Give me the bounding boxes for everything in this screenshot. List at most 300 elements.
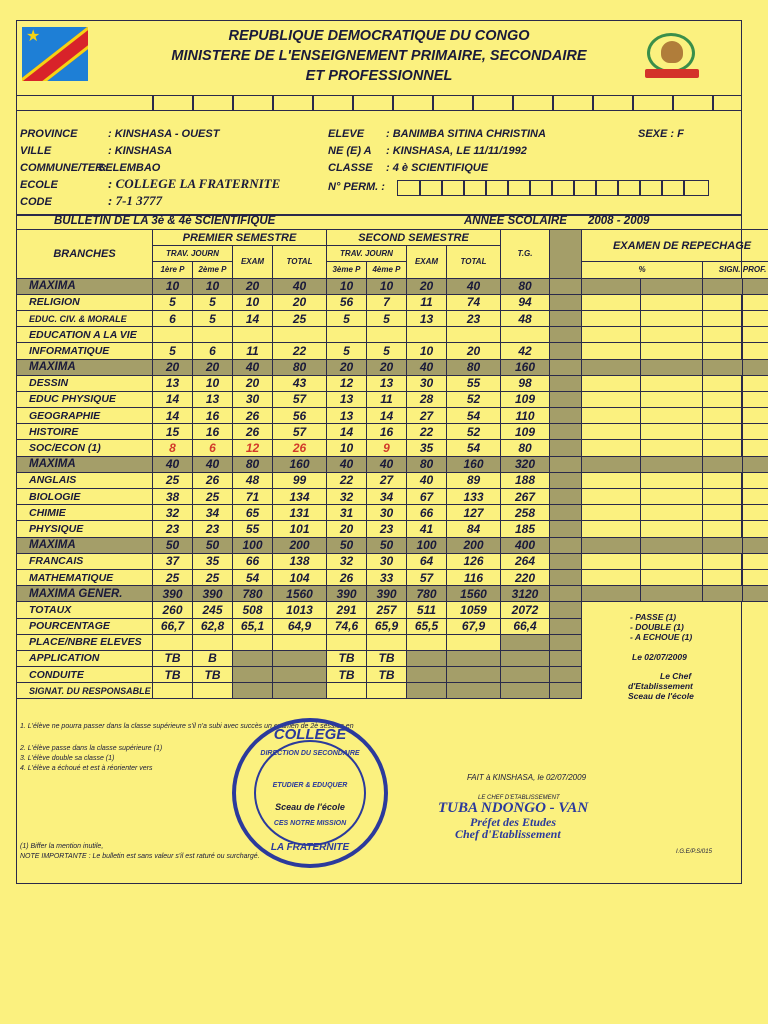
total-1-header: TOTAL	[273, 246, 327, 278]
branch-label: GEOGRAPHIE	[17, 408, 153, 424]
repechage-cell	[703, 424, 743, 440]
grade-cell: 5	[327, 310, 367, 326]
grade-cell: 43	[273, 375, 327, 391]
table-row	[17, 489, 768, 505]
classe-value: : 4 è SCIENTIFIQUE	[386, 162, 489, 174]
grade-cell: TB	[153, 667, 193, 683]
repechage-cell	[582, 537, 641, 553]
separator-cell	[550, 327, 582, 343]
grade-cell	[273, 683, 327, 699]
grade-cell: 264	[501, 553, 550, 569]
grade-cell	[273, 650, 327, 666]
grade-cell: 20	[233, 278, 273, 294]
repechage-cell	[703, 327, 743, 343]
pct-header: %	[582, 262, 703, 278]
branch-label: TOTAUX	[17, 602, 153, 618]
repechage-cell	[641, 424, 703, 440]
grade-cell: 131	[273, 505, 327, 521]
branch-label: FRANCAIS	[17, 553, 153, 569]
grade-cell: 126	[447, 553, 501, 569]
chef-etablissement-label: LE CHEF D'ETABLISSEMENT	[478, 795, 560, 801]
grade-cell: 40	[367, 456, 407, 472]
grade-cell: 41	[407, 521, 447, 537]
grade-cell: 30	[407, 375, 447, 391]
grade-cell: 13	[407, 310, 447, 326]
grade-cell: 260	[153, 602, 193, 618]
grade-cell: 67,9	[447, 618, 501, 634]
grade-cell: 50	[153, 537, 193, 553]
grade-cell	[327, 327, 367, 343]
repechage-cell	[743, 489, 768, 505]
grade-cell: 98	[501, 375, 550, 391]
grade-cell: 20	[153, 359, 193, 375]
grade-cell: 99	[273, 472, 327, 488]
table-row	[17, 408, 768, 424]
repechage-cell	[703, 278, 743, 294]
repechage-cell	[703, 634, 743, 650]
table-row	[17, 375, 768, 391]
grade-cell: 390	[193, 586, 233, 602]
repechage-cell	[703, 505, 743, 521]
separator-cell	[550, 359, 582, 375]
repechage-cell	[743, 294, 768, 310]
total-2-header: TOTAL	[447, 246, 501, 278]
branch-label: BIOLOGIE	[17, 489, 153, 505]
sexe-value: SEXE : F	[638, 128, 684, 140]
table-row	[17, 553, 768, 569]
period-3: 3ème P	[327, 262, 367, 278]
commune-label: COMMUNE/TER:	[20, 162, 107, 174]
grade-cell: 5	[367, 310, 407, 326]
repechage-header: EXAMEN DE REPECHAGE	[582, 230, 768, 262]
grade-cell: 23	[447, 310, 501, 326]
grade-cell: 11	[407, 294, 447, 310]
grade-cell: 23	[153, 521, 193, 537]
grade-cell: 20	[273, 294, 327, 310]
grade-cell: 62,8	[193, 618, 233, 634]
grade-cell	[447, 667, 501, 683]
repechage-cell	[641, 408, 703, 424]
grade-cell: 30	[233, 391, 273, 407]
grade-cell: 40	[233, 359, 273, 375]
separator-cell	[550, 408, 582, 424]
branch-label: EDUC PHYSIQUE	[17, 391, 153, 407]
sceau-label: Sceau de l'école	[628, 691, 694, 701]
repechage-cell	[703, 667, 743, 683]
grade-cell: 134	[273, 489, 327, 505]
grade-cell: 10	[327, 440, 367, 456]
separator-cell	[550, 634, 582, 650]
repechage-cell	[582, 310, 641, 326]
grade-cell: 20	[327, 521, 367, 537]
grade-cell: 390	[153, 586, 193, 602]
repechage-cell	[641, 569, 703, 585]
table-row	[17, 440, 768, 456]
grade-cell: 80	[233, 456, 273, 472]
grade-cell	[407, 327, 447, 343]
repechage-cell	[743, 310, 768, 326]
grade-cell: 40	[407, 472, 447, 488]
repechage-cell	[743, 440, 768, 456]
grade-cell: 390	[327, 586, 367, 602]
grade-cell: 34	[367, 489, 407, 505]
separator-cell	[550, 537, 582, 553]
grade-cell	[233, 327, 273, 343]
grade-cell: 30	[367, 505, 407, 521]
table-row	[17, 537, 768, 553]
grade-cell: 100	[407, 537, 447, 553]
grade-cell: 133	[447, 489, 501, 505]
exam-2-header: EXAM	[407, 246, 447, 278]
repechage-cell	[703, 489, 743, 505]
repechage-cell	[641, 472, 703, 488]
grade-cell: 66	[407, 505, 447, 521]
grade-cell: 52	[447, 424, 501, 440]
branch-label: INFORMATIQUE	[17, 343, 153, 359]
repechage-cell	[641, 456, 703, 472]
table-row	[17, 310, 768, 326]
repechage-cell	[703, 618, 743, 634]
separator-cell	[550, 294, 582, 310]
signature-line-3: Chef d'Etablissement	[455, 827, 561, 841]
eleve-label: ELEVE	[328, 128, 365, 140]
grade-cell: 104	[273, 569, 327, 585]
grade-cell: 291	[327, 602, 367, 618]
period-2: 2ème P	[193, 262, 233, 278]
table-row	[17, 505, 768, 521]
grade-cell: 16	[193, 424, 233, 440]
grade-cell: 14	[327, 424, 367, 440]
branch-label: PLACE/NBRE ELEVES	[17, 634, 153, 650]
grade-cell: 110	[501, 408, 550, 424]
repechage-cell	[641, 505, 703, 521]
grade-cell: 13	[153, 375, 193, 391]
grade-cell: 5	[193, 310, 233, 326]
grade-cell: 57	[273, 391, 327, 407]
eleve-value: : BANIMBA SITINA CHRISTINA	[386, 128, 546, 140]
branch-label: POURCENTAGE	[17, 618, 153, 634]
grade-cell: 5	[327, 343, 367, 359]
grade-cell	[153, 683, 193, 699]
grade-cell: 20	[233, 375, 273, 391]
ne-label: NE (E) A	[328, 145, 372, 157]
grade-cell: 27	[367, 472, 407, 488]
stamp-ring-text: DIRECTION DU SECONDAIRE	[260, 750, 360, 757]
document-header	[16, 20, 742, 95]
important-note: NOTE IMPORTANTE : Le bulletin est sans valeur s'il est raturé ou surchargé.	[20, 853, 260, 860]
header-line-1: REPUBLIQUE DEMOCRATIQUE DU CONGO	[228, 28, 530, 44]
grade-cell: B	[193, 650, 233, 666]
table-row	[17, 391, 768, 407]
grade-cell: 22	[327, 472, 367, 488]
repechage-cell	[641, 327, 703, 343]
repechage-cell	[703, 391, 743, 407]
grade-cell	[367, 327, 407, 343]
repechage-cell	[703, 602, 743, 618]
table-row	[17, 278, 768, 294]
separator-cell	[550, 602, 582, 618]
grade-cell: 50	[327, 537, 367, 553]
grade-cell: 109	[501, 391, 550, 407]
period-4: 4ème P	[367, 262, 407, 278]
repechage-cell	[703, 440, 743, 456]
grade-cell: 3120	[501, 586, 550, 602]
grade-cell: 20	[407, 278, 447, 294]
repechage-cell	[641, 310, 703, 326]
grade-cell: 48	[233, 472, 273, 488]
repechage-cell	[703, 537, 743, 553]
sem2-header: SECOND SEMESTRE	[327, 230, 501, 246]
grade-cell: 25	[193, 489, 233, 505]
stamp-inner-text-1: Sceau de l'école	[275, 802, 345, 812]
repechage-cell	[703, 310, 743, 326]
grade-cell: 94	[501, 294, 550, 310]
grade-cell: 55	[447, 375, 501, 391]
grade-cell: 116	[447, 569, 501, 585]
grade-cell: 80	[501, 278, 550, 294]
grade-cell: 160	[501, 359, 550, 375]
note-1: 1. L'élève ne pourra passer dans la classe supérieure s'il n'a subi avec succès un examen de 2è session en	[20, 723, 354, 730]
code-value: : 7-1 3777	[108, 193, 163, 208]
repechage-cell	[743, 667, 768, 683]
grade-cell: 10	[367, 278, 407, 294]
separator-cell	[550, 278, 582, 294]
grade-cell: 20	[193, 359, 233, 375]
repechage-cell	[703, 359, 743, 375]
grade-cell: 220	[501, 569, 550, 585]
separator-column	[550, 230, 582, 279]
grade-cell: 33	[367, 569, 407, 585]
grade-cell: 65,9	[367, 618, 407, 634]
repechage-cell	[582, 505, 641, 521]
repechage-cell	[743, 586, 768, 602]
tg-header: T.G.	[501, 230, 550, 279]
repechage-cell	[641, 375, 703, 391]
grade-cell: 1013	[273, 602, 327, 618]
grade-cell: 138	[273, 553, 327, 569]
repechage-cell	[641, 440, 703, 456]
grade-cell	[447, 683, 501, 699]
school-stamp-icon	[232, 718, 388, 868]
grade-cell: 9	[367, 440, 407, 456]
separator-cell	[550, 310, 582, 326]
repechage-cell	[743, 278, 768, 294]
repechage-cell	[703, 472, 743, 488]
repechage-cell	[641, 359, 703, 375]
grade-cell: 13	[327, 408, 367, 424]
grade-cell: 267	[501, 489, 550, 505]
branch-label: APPLICATION	[17, 650, 153, 666]
grade-cell: 508	[233, 602, 273, 618]
separator-cell	[550, 586, 582, 602]
grade-cell: 780	[407, 586, 447, 602]
header-row-1	[17, 230, 768, 246]
grade-cell: 64,9	[273, 618, 327, 634]
signature-name: TUBA NDONGO - VAN	[438, 800, 589, 816]
grade-cell: 10	[193, 375, 233, 391]
branch-label: MAXIMA GENER.	[17, 586, 153, 602]
separator-cell	[550, 667, 582, 683]
repechage-cell	[743, 375, 768, 391]
repechage-cell	[582, 343, 641, 359]
repechage-cell	[743, 537, 768, 553]
repechage-cell	[703, 343, 743, 359]
commune-value: SELEMBAO	[98, 162, 161, 174]
grade-cell: TB	[153, 650, 193, 666]
repechage-cell	[582, 375, 641, 391]
grade-cell	[273, 634, 327, 650]
grade-cell: 200	[273, 537, 327, 553]
grade-cell: 109	[501, 424, 550, 440]
perm-number-boxes	[397, 180, 709, 196]
grade-cell: 12	[327, 375, 367, 391]
grade-cell	[273, 667, 327, 683]
table-row	[17, 586, 768, 602]
grade-cell: 57	[407, 569, 447, 585]
grade-cell: 14	[153, 391, 193, 407]
period-1: 1ère P	[153, 262, 193, 278]
grade-cell: 15	[153, 424, 193, 440]
grade-cell: 160	[447, 456, 501, 472]
branch-label: MAXIMA	[17, 537, 153, 553]
grade-cell: 11	[367, 391, 407, 407]
grade-cell: 32	[327, 489, 367, 505]
grade-cell	[367, 683, 407, 699]
repechage-cell	[582, 391, 641, 407]
ville-value: : KINSHASA	[108, 145, 173, 157]
bulletin-title: BULLETIN DE LA 3è & 4è SCIENTIFIQUE	[54, 215, 276, 227]
note-3: 3. L'élève double sa classe (1)	[20, 755, 115, 762]
grade-cell: 40	[447, 278, 501, 294]
grade-cell: 10	[193, 278, 233, 294]
separator-cell	[550, 521, 582, 537]
repechage-cell	[703, 586, 743, 602]
grade-cell	[447, 634, 501, 650]
grade-cell: 56	[327, 294, 367, 310]
repechage-cell	[641, 391, 703, 407]
grade-cell	[193, 683, 233, 699]
grade-cell: 56	[273, 408, 327, 424]
table-row	[17, 424, 768, 440]
repechage-cell	[641, 343, 703, 359]
grade-cell: 257	[367, 602, 407, 618]
grade-cell: 5	[153, 343, 193, 359]
branch-label: MATHEMATIQUE	[17, 569, 153, 585]
grade-cell: 400	[501, 537, 550, 553]
repechage-cell	[703, 683, 743, 699]
grade-cell: 80	[407, 456, 447, 472]
table-row	[17, 294, 768, 310]
repechage-cell	[743, 569, 768, 585]
grade-cell: 13	[327, 391, 367, 407]
grade-cell: 80	[501, 440, 550, 456]
grade-cell: 14	[233, 310, 273, 326]
grade-cell: 65,1	[233, 618, 273, 634]
separator-cell	[550, 424, 582, 440]
grade-cell: 5	[193, 294, 233, 310]
branch-label: EDUC. CIV. & MORALE	[17, 310, 153, 326]
grade-cell: 26	[233, 424, 273, 440]
grade-cell: 66	[233, 553, 273, 569]
repechage-cell	[582, 278, 641, 294]
grade-cell: 2072	[501, 602, 550, 618]
grade-cell	[327, 634, 367, 650]
repechage-cell	[703, 569, 743, 585]
ecole-label: ECOLE	[20, 179, 58, 191]
repechage-cell	[743, 634, 768, 650]
separator-cell	[550, 489, 582, 505]
decision-double: - DOUBLE (1)	[630, 622, 684, 632]
grade-cell: 22	[273, 343, 327, 359]
grade-cell: 54	[447, 440, 501, 456]
repechage-cell	[703, 408, 743, 424]
table-row	[17, 343, 768, 359]
table-row	[17, 472, 768, 488]
grade-cell: 13	[193, 391, 233, 407]
repechage-cell	[582, 408, 641, 424]
repechage-cell	[743, 553, 768, 569]
grade-cell: 80	[447, 359, 501, 375]
branch-label: RELIGION	[17, 294, 153, 310]
bulletin-title-bar	[16, 214, 742, 229]
grade-cell: 71	[233, 489, 273, 505]
decision-echoue: - A ECHOUE (1)	[630, 632, 693, 642]
grade-cell	[447, 327, 501, 343]
separator-cell	[550, 683, 582, 699]
grade-cell: 74	[447, 294, 501, 310]
grade-cell: 245	[193, 602, 233, 618]
grade-cell: 74,6	[327, 618, 367, 634]
repechage-cell	[743, 391, 768, 407]
grade-cell: 65	[233, 505, 273, 521]
table-row	[17, 569, 768, 585]
grade-cell: 5	[367, 343, 407, 359]
grade-cell: 25	[153, 472, 193, 488]
grade-cell: 67	[407, 489, 447, 505]
grade-cell: 511	[407, 602, 447, 618]
grade-cell: 20	[367, 359, 407, 375]
grade-cell	[193, 327, 233, 343]
grade-cell: 52	[447, 391, 501, 407]
note-2: 2. L'élève passe dans la classe supérieure (1)	[20, 745, 163, 752]
grade-cell: 258	[501, 505, 550, 521]
grade-cell: 188	[501, 472, 550, 488]
grade-cell: 780	[233, 586, 273, 602]
grade-cell: 12	[233, 440, 273, 456]
reference-code: I.G.E/P.S/015	[676, 849, 712, 855]
grade-cell	[407, 634, 447, 650]
grade-cell: 40	[327, 456, 367, 472]
repechage-cell	[703, 553, 743, 569]
grade-cell	[501, 667, 550, 683]
repechage-cell	[641, 586, 703, 602]
grade-cell: 54	[447, 408, 501, 424]
repechage-cell	[743, 505, 768, 521]
repechage-cell	[743, 472, 768, 488]
separator-cell	[550, 569, 582, 585]
annee-label: ANNEE SCOLAIRE	[464, 215, 567, 227]
grade-cell: 40	[273, 278, 327, 294]
separator-cell	[550, 505, 582, 521]
stamp-left-text: CES NOTRE MISSION	[273, 820, 347, 827]
branch-label: MAXIMA	[17, 456, 153, 472]
grade-cell: 65,5	[407, 618, 447, 634]
code-label: CODE	[20, 196, 52, 208]
header-line-2: MINISTERE DE L'ENSEIGNEMENT PRIMAIRE, SECONDAIRE	[171, 48, 587, 64]
repechage-cell	[743, 683, 768, 699]
repechage-cell	[743, 343, 768, 359]
branch-label: EDUCATION A LA VIE	[17, 327, 153, 343]
